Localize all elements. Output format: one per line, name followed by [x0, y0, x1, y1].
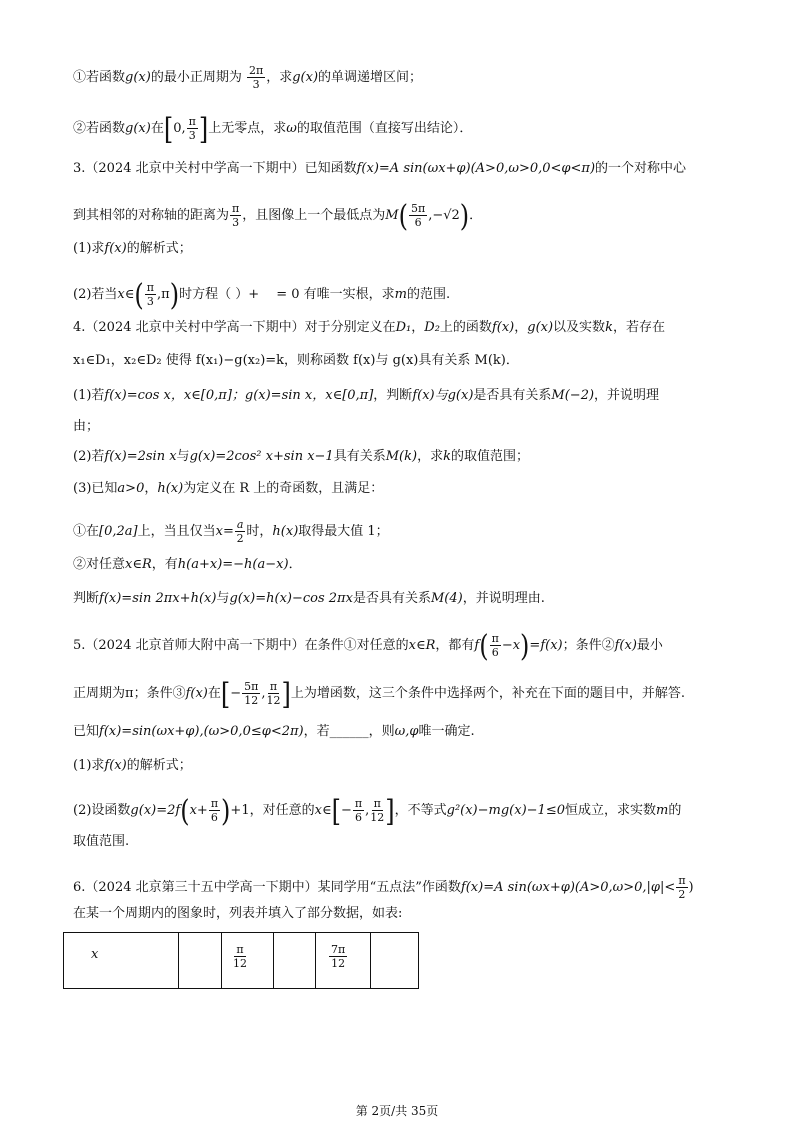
- problem-6-line-1: 6.（2024 北京第三十五中学高一下期中）某同学用“五点法”作函数f(x)=A sin(ωx+φ)(A>0,ω>0,|φ|< $\frac{\pi}{2}$ ): [73, 874, 694, 901]
- problem-5-line-1: 5.（2024 北京首师大附中高一下期中）在条件①对任意的x∈R，都有f( $\frac{\pi}{6}$ −x)=f(x)；条件②f(x)最小: [73, 628, 663, 663]
- problem-5-sub-1: (1)求f(x)的解析式；: [73, 758, 192, 773]
- problem-5-sub-2: (2)设函数g(x)=2f(x+ $\frac{\pi}{6}$ )+1，对任意的x∈[− $\frac{\pi}{6}$ , $\frac{\pi}{12}$ ]，不等式g²(x)−mg(x)−1≤0恒成立，求实数m的: [73, 793, 682, 828]
- problem-4-sub-2: (2)若f(x)=2sin x与g(x)=2cos² x+sin x−1具有关系M(k)，求k的取值范围；: [73, 449, 529, 464]
- problem-4-sub-3: (3)已知a>0，h(x)为定义在 R 上的奇函数，且满足：: [73, 481, 384, 496]
- problem-6-line-2: 在某一个周期内的图象时，列表并填入了部分数据，如表:: [73, 906, 403, 921]
- problem-4-sub-1: (1)若f(x)=cos x，x∈[0,π]；g(x)=sin x，x∈[0,π]，判断f(x)与g(x)是否具有关系M(−2)，并说明理: [73, 388, 660, 403]
- table-cell: $\frac{\pi}{12}$: [222, 933, 274, 988]
- table-header-x: x: [64, 933, 179, 988]
- five-point-table: [63, 932, 419, 989]
- problem-4-line-2: x₁∈D₁，x₂∈D₂ 使得 f(x₁)−g(x₂)=k，则称函数 f(x)与 g(x)具有关系 M(k)．: [73, 353, 519, 368]
- problem-5-line-2: 正周期为π；条件③f(x)在[− $\frac{5\pi}{12}$ , $\frac{\pi}{12}$ ]上为增函数，这三个条件中选择两个，补充在下面的题目中，并解答.: [73, 676, 686, 711]
- problem-3-line-1: 3.（2024 北京中关村中学高一下期中）已知函数f(x)=A sin(ωx+φ)(A>0,ω>0,0<φ<π)的一个对称中心: [73, 161, 687, 176]
- problem-3-sub-2: (2)若当x∈( $\frac{\pi}{3}$ ,π)时方程（ ）+ = 0 有唯一实根，求m的范围.: [73, 277, 451, 312]
- condition-2-line: ②若函数g(x)在[0, $\frac{\pi}{3}$ ]上无零点，求ω的取值范围（直接写出结论）．: [73, 111, 473, 146]
- problem-5-line-3: 已知f(x)=sin(ωx+φ),(ω>0,0≤φ<2π)，若______，则ω,φ唯一确定.: [73, 724, 475, 739]
- page-footer: 第 2页/共 35页: [355, 1104, 439, 1118]
- problem-5-sub-2-cont: 取值范围.: [73, 834, 130, 849]
- problem-4-condition-2: ②对任意x∈R，有h(a+x)=−h(a−x)．: [73, 557, 302, 572]
- problem-3-line-2: 到其相邻的对称轴的距离为 $\frac{\pi}{3}$ ，且图像上一个最低点为M( $\frac{5\pi}{6}$ ,−√2)．: [73, 198, 483, 233]
- table-cell: $\frac{7\pi}{12}$: [316, 933, 371, 988]
- table-cell: [179, 933, 222, 988]
- problem-4-condition-1: ①在[0,2a]上，当且仅当x= $\frac{a}{2}$ 时，h(x)取得最大值 1；: [73, 518, 389, 545]
- problem-4-sub-1-cont: 由；: [73, 419, 100, 434]
- fraction: $\frac{2\pi}{3}$: [248, 64, 264, 91]
- problem-4-line-1: 4.（2024 北京中关村中学高一下期中）对于分别定义在D₁，D₂上的函数f(x)，g(x)以及实数k，若存在: [73, 320, 665, 335]
- condition-1-line: ①若函数g(x)的最小正周期为 $\frac{2\pi}{3}$ ，求g(x)的单调递增区间；: [73, 64, 423, 91]
- problem-3-sub-1: (1)求f(x)的解析式；: [73, 241, 192, 256]
- problem-4-last: 判断f(x)=sin 2πx+h(x)与g(x)=h(x)−cos 2πx是否具有关系M(4)，并说明理由.: [73, 591, 545, 606]
- table-cell: [371, 933, 418, 988]
- table-cell: [274, 933, 316, 988]
